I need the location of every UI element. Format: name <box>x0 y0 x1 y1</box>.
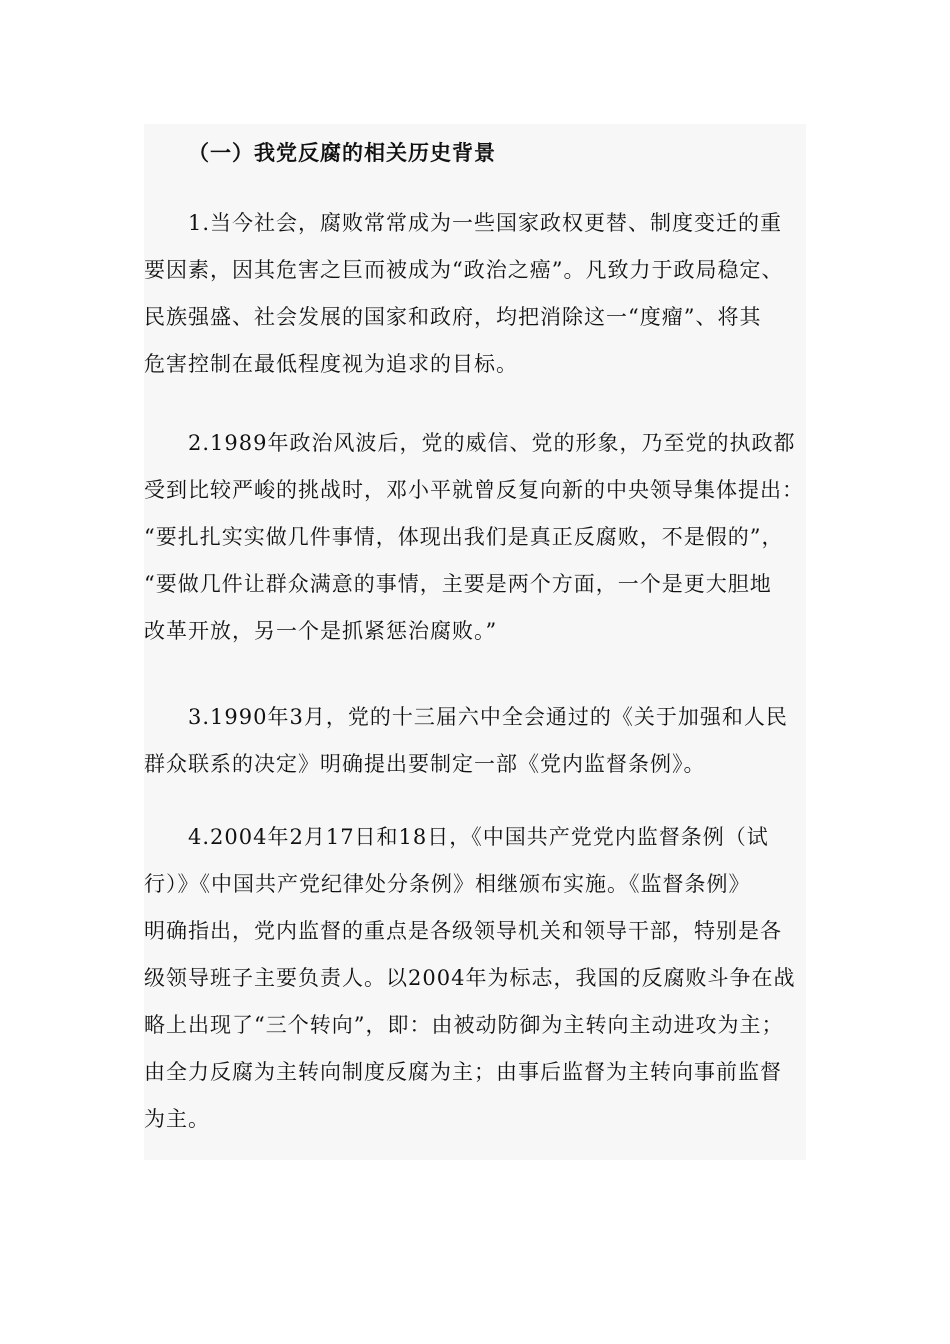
paragraph-line: 受到比较严峻的挑战时，邓小平就曾反复向新的中央领导集体提出： <box>144 478 804 502</box>
paragraph-line: 要因素，因其危害之巨而被成为“政治之癌”。凡致力于政局稳定、 <box>144 258 784 282</box>
paragraph-line: 1.当今社会，腐败常常成为一些国家政权更替、制度变迁的重 <box>188 211 783 235</box>
paragraph-line: 危害控制在最低程度视为追求的目标。 <box>144 352 518 376</box>
paragraph-line: 2.1989年政治风波后，党的威信、党的形象，乃至党的执政都 <box>188 431 796 455</box>
paragraph-line: 群众联系的决定》明确提出要制定一部《党内监督条例》。 <box>144 752 706 776</box>
paragraph-3 <box>144 694 806 788</box>
paragraph-line: 级领导班子主要负责人。以2004年为标志，我国的反腐败斗争在战 <box>144 966 796 990</box>
paragraph-2 <box>144 420 806 655</box>
paragraph-line: 为主。 <box>144 1107 210 1131</box>
paragraph-line: 略上出现了“三个转向”，即：由被动防御为主转向主动进攻为主； <box>144 1013 784 1037</box>
paragraph-line: 改革开放，另一个是抓紧惩治腐败。” <box>144 619 498 643</box>
paragraph-line: 4.2004年2月17日和18日，《中国共产党党内监督条例（试 <box>188 825 769 849</box>
paragraph-line: 民族强盛、社会发展的国家和政府，均把消除这一“度瘤”、将其 <box>144 305 762 329</box>
document-body <box>144 124 806 1160</box>
paragraph-1 <box>144 200 806 388</box>
section-heading: （一）我党反腐的相关历史背景 <box>188 141 496 165</box>
paragraph-line: “要扎扎实实做几件事情，体现出我们是真正反腐败，不是假的”， <box>144 525 784 549</box>
paragraph-line: 明确指出，党内监督的重点是各级领导机关和领导干部，特别是各 <box>144 919 782 943</box>
paragraph-4 <box>144 814 806 1143</box>
paragraph-line: 3.1990年3月，党的十三届六中全会通过的《关于加强和人民 <box>188 705 788 729</box>
paragraph-line: 由全力反腐为主转向制度反腐为主；由事后监督为主转向事前监督 <box>144 1060 782 1084</box>
paragraph-line: 行）》《中国共产党纪律处分条例》相继颁布实施。《监督条例》 <box>144 872 751 896</box>
paragraph-line: “要做几件让群众满意的事情，主要是两个方面，一个是更大胆地 <box>144 572 772 596</box>
